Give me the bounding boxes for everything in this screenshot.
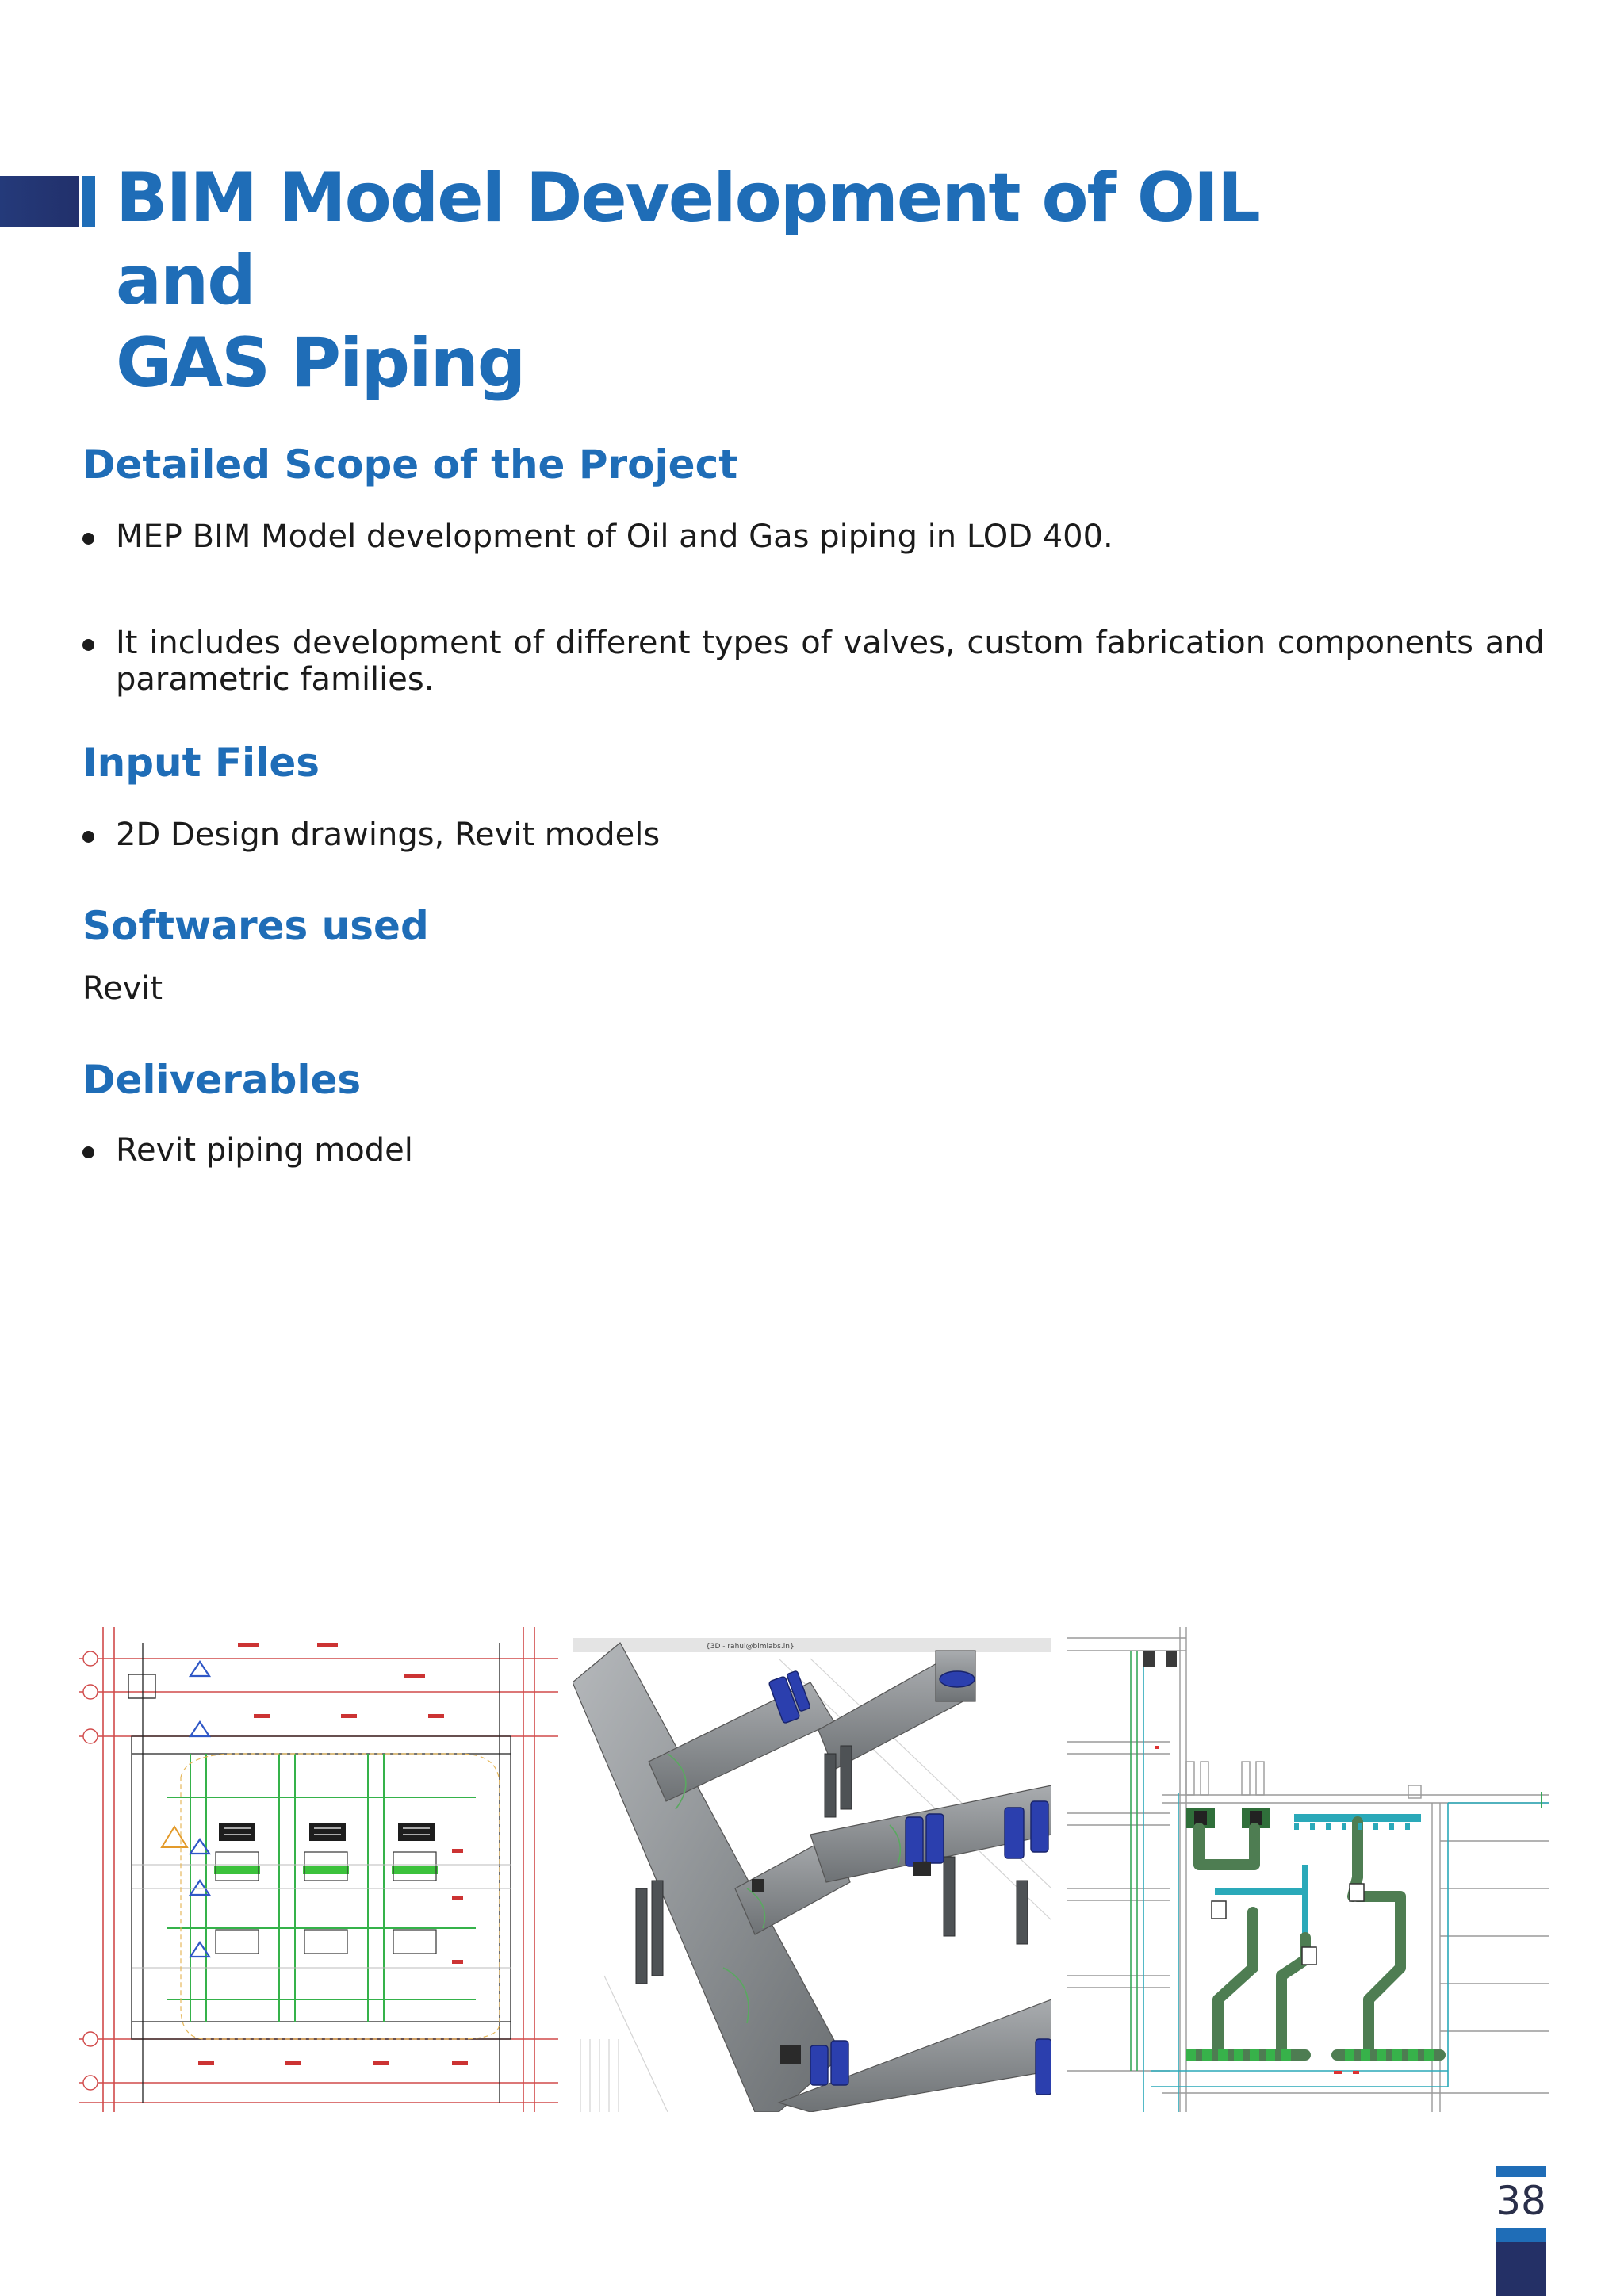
deliverables-heading: Deliverables [82,1057,362,1103]
list-item [82,817,1545,853]
page-tab-mid [1496,2228,1546,2242]
bullet-icon [82,1146,94,1158]
title-accent-notch [82,176,95,227]
list-item [82,625,1545,698]
input-files-heading: Input Files [82,740,320,786]
list-item-text: It includes development of different types of valves, custom fabrication components and parametric families. [116,625,1545,698]
scope-heading: Detailed Scope of the Project [82,442,738,488]
bullet-icon [82,639,94,651]
list-item [82,1132,1545,1169]
scope-list-2 [82,625,1545,698]
figure-plan-view-model [1067,1627,1549,2112]
view-tab-label: {3D - rahul@bimlabs.in} [706,1643,795,1651]
page-title [116,157,1385,404]
scope-list [82,519,1545,555]
page-number: 38 [1496,2178,1546,2224]
figure-2d-drawing [79,1627,558,2112]
revit-plan-view-image [1067,1627,1549,2112]
cad-drawing-image [79,1627,558,2112]
software-text: Revit [82,970,163,1007]
figure-3d-pipe-model [573,1627,1051,2112]
bullet-icon [82,831,94,843]
deliverables-list [82,1132,1545,1169]
list-item-text: MEP BIM Model development of Oil and Gas piping in LOD 400. [116,519,1113,555]
list-item-text: Revit piping model [116,1132,413,1169]
list-item-text: 2D Design drawings, Revit models [116,817,661,853]
page-title-line-1: BIM Model Development of OIL and [116,159,1259,320]
title-accent-bar [0,176,79,227]
input-files-list [82,817,1545,853]
page-tab-bottom [1496,2242,1546,2296]
page-title-line-2: GAS Piping [116,323,525,403]
revit-3d-view-image [573,1627,1051,2112]
bullet-icon [82,533,94,545]
list-item [82,519,1545,555]
software-heading: Softwares used [82,903,429,949]
